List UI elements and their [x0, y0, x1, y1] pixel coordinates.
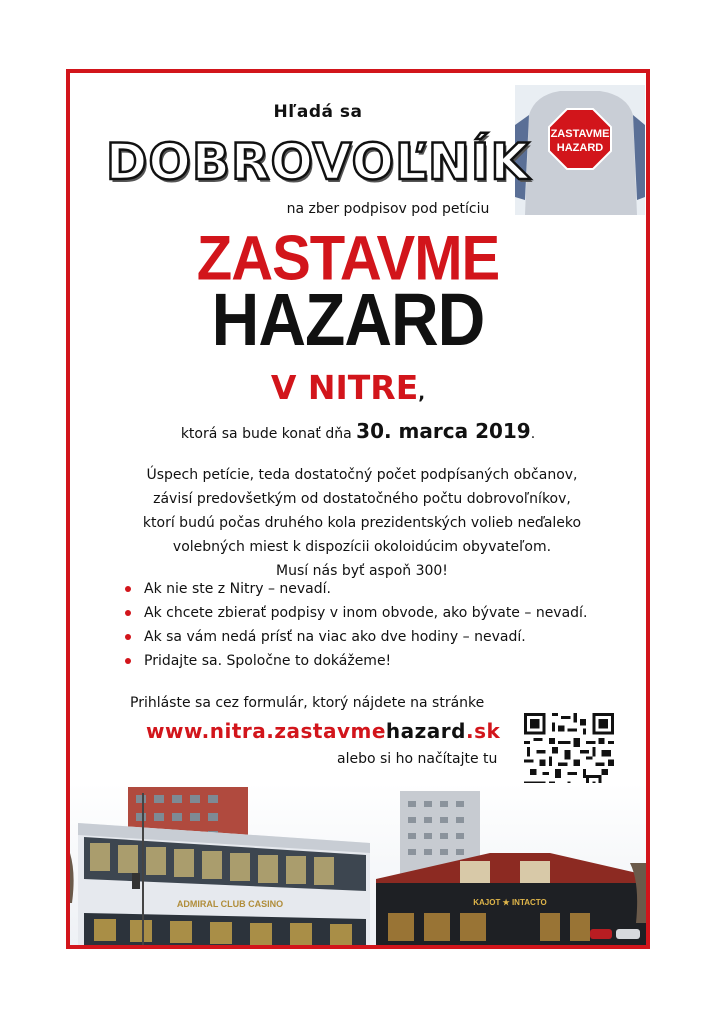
casino-sign: ADMIRAL CLUB CASINO: [176, 899, 284, 909]
bullet-item: Pridajte sa. Spoločne to dokážeme!: [125, 649, 587, 673]
city: [66, 368, 636, 407]
scan-text: alebo si ho načítajte tu: [337, 751, 498, 767]
bullet-list: [125, 577, 587, 673]
logo-line1: ZASTAVME: [196, 223, 500, 294]
paragraph-line: Úspech petície, teda dostatočný počet podpísaných občanov,: [146, 467, 578, 483]
poster-frame: [66, 69, 650, 949]
paragraph-line: ktorí budú počas druhého kola prezidentských volieb neďaleko: [142, 515, 582, 531]
subtitle: na zber podpisov pod petíciu: [286, 201, 490, 217]
kajot-sign: KAJOT ★ INTACTO: [473, 898, 547, 907]
date-line: [70, 419, 646, 443]
website-link[interactable]: [146, 719, 500, 743]
casino-buildings-photo: [70, 783, 646, 945]
url-part4: .sk: [465, 719, 501, 743]
date: 30. marca 2019: [356, 419, 531, 443]
title: DOBROVOĽNÍK: [105, 133, 531, 191]
city-text: V NITRE: [270, 368, 419, 407]
url-part2: zastavme: [274, 719, 386, 743]
url-part3: hazard: [385, 719, 466, 743]
bullet-item: Ak nie ste z Nitry – nevadí.: [125, 577, 587, 601]
paragraph-line: Musí nás byť aspoň 300!: [276, 563, 448, 579]
date-prefix: ktorá sa bude konať dňa: [180, 426, 357, 442]
url-part1: www.nitra.: [146, 719, 275, 743]
heading: Hľadá sa: [273, 102, 363, 122]
paragraph-line: závisí predovšetkým od dostatočného počtu dobrovoľníkov,: [153, 491, 571, 507]
shirt-sign-line1: ZASTAVME: [550, 128, 610, 140]
city-comma: ,: [418, 383, 426, 404]
bullet-item: Ak sa vám nedá prísť na viac ako dve hodiny – nevadí.: [125, 625, 587, 649]
paragraph-line: volebných miest k dispozícii okoloidúcim obyvateľom.: [172, 539, 552, 555]
shirt-sign-line2: HAZARD: [556, 142, 604, 154]
date-suffix: .: [530, 426, 536, 442]
signup-text: Prihláste sa cez formulár, ktorý nájdete na stránke: [130, 695, 485, 711]
logo-line2: HAZARD: [211, 277, 485, 361]
description-paragraph: [90, 463, 634, 583]
bullet-item: Ak chcete zbierať podpisy v inom obvode, ako bývate – nevadí.: [125, 601, 587, 625]
